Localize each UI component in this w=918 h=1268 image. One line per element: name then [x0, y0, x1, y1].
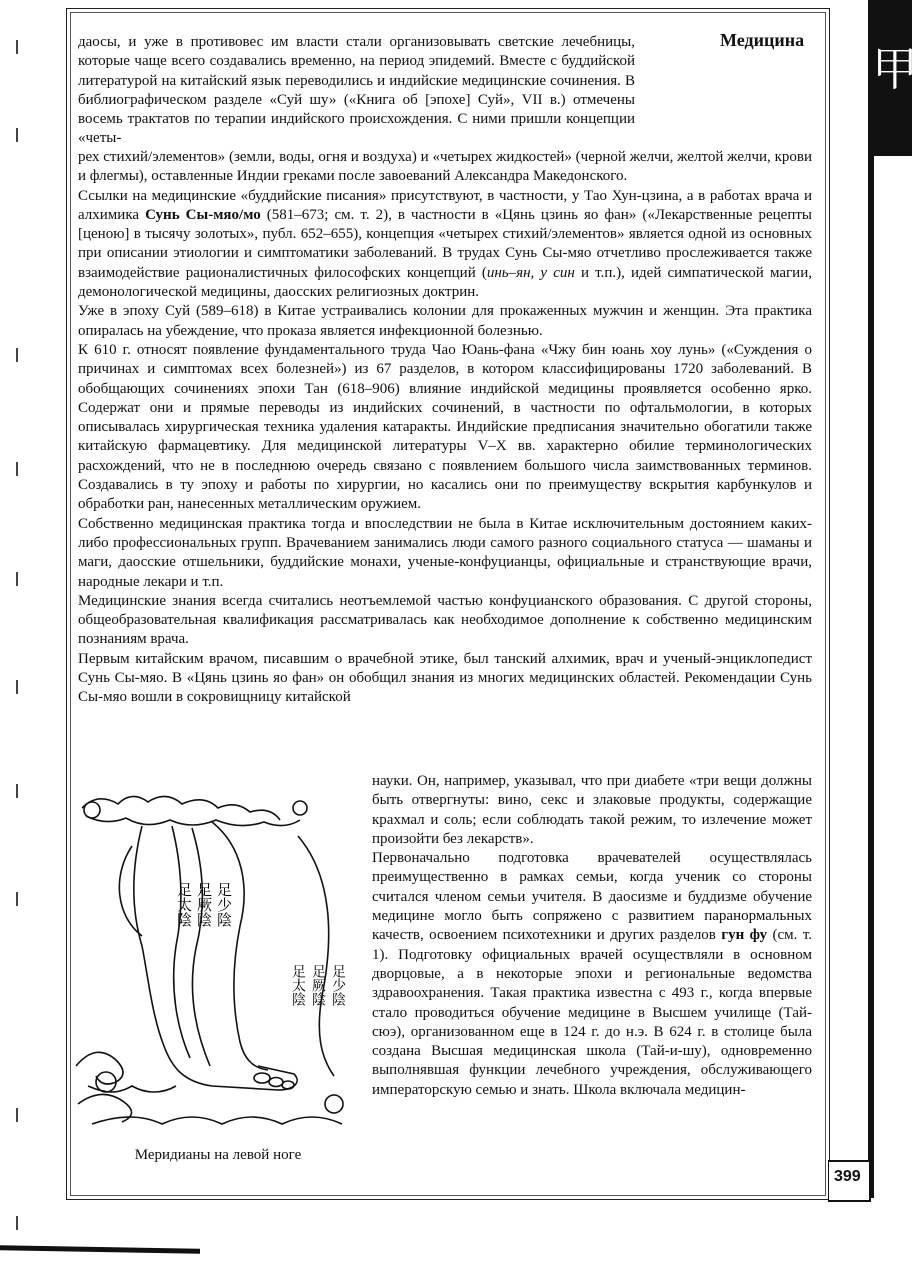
- text-column-main: [78, 148, 812, 708]
- margin-tick: [16, 40, 18, 54]
- meridian-label: 足太陰: [290, 964, 306, 1006]
- meridian-label: 足太陰: [175, 882, 193, 927]
- margin-tick: [16, 892, 18, 906]
- text-column-right: [372, 772, 812, 1100]
- paragraph-5: Медицинские знания всегда считались неотъемлемой частью конфуцианского образования. С другой стороны, общеобразовательная квалификация рассматривалась как необходимое дополнение к собственно медицинским познаниям врача.: [78, 592, 812, 648]
- paragraph-6-right: науки. Он, например, указывал, что при диабете «три вещи должны быть отвергнуты: вино, секс и злаковые продукты, содержащие крахмал и соль; если соблюдать такой режим, то излечение может произойти без лекарств».: [372, 773, 812, 847]
- meridian-label: 足少陰: [215, 882, 233, 927]
- section-title: Медицина: [720, 30, 805, 50]
- paragraph-3: К 610 г. относят появление фундаментального труда Чао Юань-фана «Чжу бин юань хоу лунь» («Суждения о причинах и симптомах всех болезней») из 67 разделов, в котором классифицированы 1720 заболеваний. В обобщающих сочинениях эпохи Тан (618–906) влияние индийской медицины проявляется особенно ярко. Содержат они и прямые переводы из индийских сочинений, в частности по офтальмологии, в которых описывалась хирургическая техника удаления катаракты. Индийские предписания значительно обогатили также китайскую фармацевтику. Для медицинской литературы V–X вв. характерно обилие терминологических расхождений, что не в последнюю очередь связано с появлением большого числа заимствованных терминов. Создавались в ту эпоху и работы по хирургии, но касались они по преимуществу вскрытия карбункулов и обработки ран, нанесенных металлическим оружием.: [78, 341, 812, 513]
- paragraph-2: Уже в эпоху Суй (589–618) в Китае устраивались колонии для прокаженных мужчин и женщин. Эта практика опиралась на убеждение, что проказа является инфекционной болезнью.: [78, 303, 812, 339]
- page-number: 399: [834, 1168, 861, 1185]
- name-sun-simiao: Сунь Сы-мяо/мо: [145, 206, 261, 223]
- margin-tick: [16, 128, 18, 142]
- right-rail: [868, 156, 874, 1198]
- scan-edge-line: [0, 1245, 200, 1253]
- term-yin-yang: инь–ян, у син: [486, 264, 575, 281]
- meridian-label: 足少陰: [330, 964, 346, 1006]
- margin-tick: [16, 348, 18, 362]
- meridian-label: 足厥陰: [310, 964, 326, 1006]
- paragraph-6-main: Первым китайским врачом, писавшим о врачебной этике, был танский алхимик, врач и ученый-энциклопедист Сунь Сы-мяо. В «Цянь цзинь яо фан» он обобщил знания из многих медицинских областей. Рекомендации Сунь Сы-мяо вошли в сокровищницу китайской: [78, 650, 812, 706]
- figure-caption: Меридианы на левой ноге: [134, 1147, 302, 1163]
- paragraph-7: Первоначально подготовка врачевателей осуществлялась преимущественно в рамках семьи, когда ученик со стороны считался членом семьи учителя. В даосизме и буддизме обучение медицине могло быть сопряжено с развитием паранормальных качеств, освоением психотехники и других разделов гун фу (см. т. 1). Подготовку официальных врачей осуществляли в основном дворцовые, а в некоторые эпохи и региональные ведомства здравоохранения. Такая практика известна с 493 г., когда впервые стало проводиться обучение медицине в Высшем училище (Тай-сюэ), организованном еще в 124 г. до н.э. В 624 г. в столице была создана Высшая медицинская школа (Тай-и-шу), одновременно выполнявшая функции лечебного учреждения, обслуживающего императорскую семью и знать. Школа включала медицин-: [372, 850, 812, 1098]
- paragraph-1: Ссылки на медицинские «буддийские писания» присутствуют, в частности, у Тао Хун-цзина, а в работах врача и алхимика Сунь Сы-мяо/мо (581–673; см. т. 2), в частности в «Цянь цзинь яо фан» («Лекарственные рецепты [ценою] в тысячу золотых», публ. 652–655), концепция «четырех стихий/элементов» является одной из основных при описании этиологии и симптоматики заболеваний. В трудах Сунь Сы-мяо отчетливо прослеживается также взаимодействие рационалистичных философских концепций (инь–ян, у син и т.п.), идей симпатической магии, демонологической медицины, даосских религиозных доктрин.: [78, 187, 813, 301]
- paragraph-0-rest: рех стихий/элементов» (земли, воды, огня и воздуха) и «четырех жидкостей» (черной желчи, желтой желчи, крови и флегмы), оставленные Индии греками после завоеваний Александра Македонского.: [78, 149, 812, 185]
- margin-tick: [16, 1108, 18, 1122]
- margin-tick: [16, 680, 18, 694]
- margin-tick: [16, 1216, 18, 1230]
- term-gong-fu: гун фу: [721, 927, 768, 944]
- text-column-top: [78, 33, 635, 149]
- meridian-label: 足厥陰: [195, 882, 213, 927]
- margin-tick: [16, 462, 18, 476]
- meridian-leg-illustration: [72, 786, 362, 1138]
- paragraph-0-top: даосы, и уже в противовес им власти стали организовывать светские лечебницы, которые чаще всего создавались временно, на период эпидемий. Вместе с буддийской литературой на китайский язык переводились и индийские медицинские сочинения. В библиографическом разделе «Суй шу» («Книга об [эпохе] Суй», VII в.) отмечены восемь трактатов по терапии индийского происхождения. С ними пришли концепции «четы-: [78, 34, 635, 147]
- chapter-tab-glyph: 甲: [872, 44, 918, 95]
- margin-tick: [16, 784, 18, 798]
- paragraph-4: Собственно медицинская практика тогда и впоследствии не была в Китае исключительным достоянием каких-либо профессиональных групп. Врачеванием занимались люди самого разного социального статуса — шаманы и маги, даосские отшельники, буддийские монахи, ученые-конфуцианцы, официальные и странствующие врачи, народные лекари и т.п.: [78, 515, 812, 590]
- margin-tick: [16, 572, 18, 586]
